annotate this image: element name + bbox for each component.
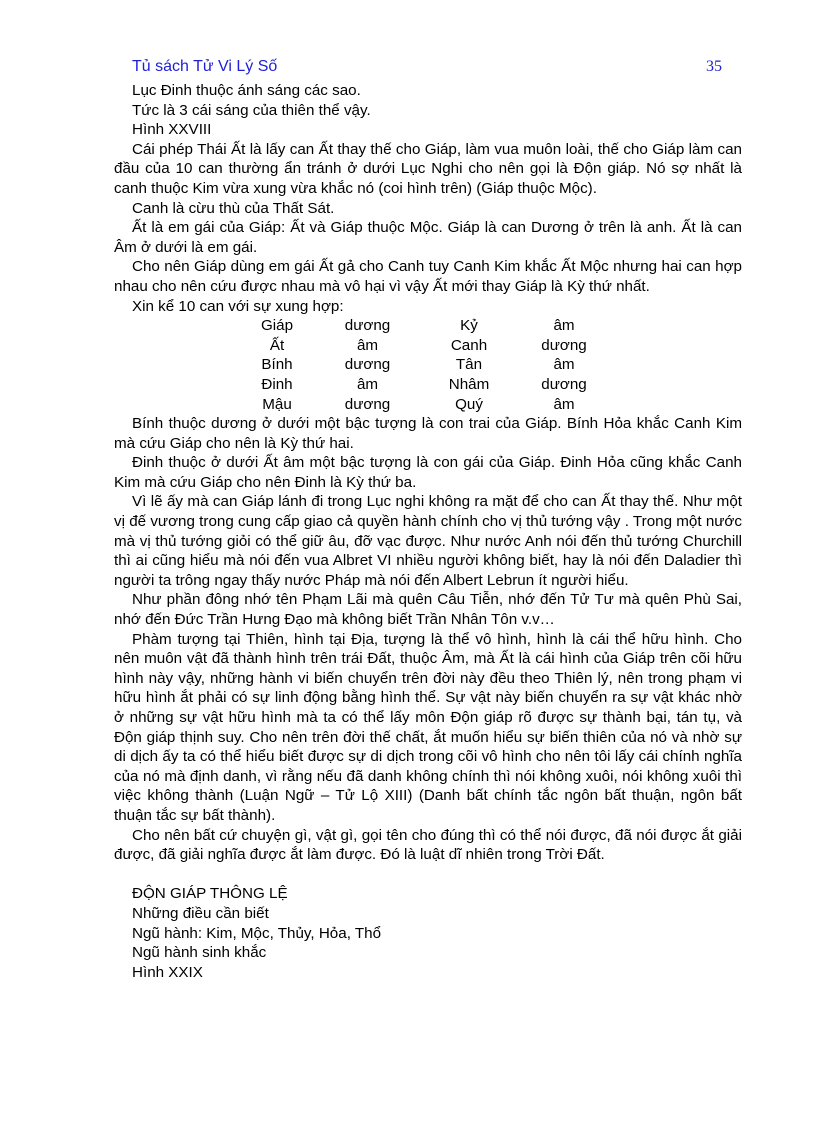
paragraph: Cho nên Giáp dùng em gái Ất gả cho Canh tuy Canh Kim khắc Ất Mộc nhưng hai can hợp nhau cho nên cứu được nhau mà vô hại vì vậy Ất mới thay Giáp là Kỳ thứ nhất. <box>114 258 742 295</box>
table-cell: Kỷ <box>460 317 478 335</box>
paragraph: Như phần đông nhớ tên Phạm Lãi mà quên Câu Tiễn, nhớ đến Tử Tư mà quên Phù Sai, nhớ đến Đức Trần Hưng Đạo mà không biết Trần Nhân Tôn v.v… <box>114 591 742 629</box>
section-line: Ngũ hành: Kim, Mộc, Thủy, Hỏa, Thổ <box>132 924 382 942</box>
table-cell: âm <box>553 356 575 374</box>
table-row <box>238 375 609 395</box>
table-cell: Giáp <box>260 317 294 335</box>
page-number: 35 <box>706 58 722 75</box>
paragraph: Bính thuộc dương ở dưới một bậc tượng là con trai của Giáp. Bính Hỏa khắc Canh Kim mà cứu Giáp cho nên là Kỳ thứ hai. <box>114 415 742 452</box>
paragraph: Canh là cừu thù của Thất Sát. <box>132 199 335 217</box>
table-cell: Mậu <box>262 395 292 413</box>
paragraph: Phàm tượng tại Thiên, hình tại Địa, tượng là thể vô hình, hình là cái thể hữu hình. Cho nên muôn vật đã thành hình trên trái Đất, thuộc Âm, mà Ất là cái hình của Giáp trên cõi hữu hình này vậy, những hành vi biến chuyển trên đời này đều theo Thiên lý, nên trong phạm vi hữu hình ắt phải có sự linh động bằng hình thể. Sự vật này biến chuyển ra sự vật khác nhờ ở những sự vật hữu hình mà ta có thể lấy môn Độn giáp rõ được sự thành bại, tán tụ, và Độn giáp thịnh suy. Cho nên trên đời thế chất, ắt muốn hiểu sự biến thiên của nó và nhờ sự di dịch ấy ta có thể hiểu biết được sự di dịch trong cõi vô hình cho nên tôi lấy cái chính nghĩa của nó mà định danh, vì rằng nếu đã danh không chính thì nói không xuôi, nói không xuôi thì việc không thành (Luận Ngữ – Tử Lộ XIII) (Danh bất chính tắc ngôn bất thuận, ngôn bất thuận tắc sự bất thành). <box>114 630 742 824</box>
page-body <box>114 81 742 982</box>
paragraph: Cái phép Thái Ất là lấy can Ất thay thế cho Giáp, làm vua muôn loài, thế cho Giáp làm can đầu của 10 can thường ẩn tránh ở dưới Lục Nghi cho nên gọi là Độn giáp. Nó sợ nhất là canh thuộc Kim vừa xung vừa khắc nó (coi hình trên) (Giáp thuộc Mộc). <box>114 140 742 197</box>
paragraph: Lục Đinh thuộc ánh sáng các sao. <box>132 82 361 99</box>
table-cell: dương <box>541 336 587 354</box>
table-cell: Canh <box>450 336 488 354</box>
table-row <box>238 355 609 375</box>
table-row <box>238 316 609 336</box>
figure-caption: Hình XXIX <box>132 963 203 981</box>
can-table <box>238 316 609 414</box>
section-line: Những điều cần biết <box>132 904 269 922</box>
table-cell: âm <box>356 375 379 393</box>
table-cell: dương <box>541 375 587 393</box>
table-cell: dương <box>344 356 391 374</box>
table-cell: Nhâm <box>448 375 490 393</box>
paragraph: Tức là 3 cái sáng của thiên thể vậy. <box>132 101 371 119</box>
table-cell: âm <box>553 317 575 335</box>
table-cell: Quý <box>455 395 483 413</box>
table-cell: Đinh <box>261 375 293 393</box>
table-row <box>238 336 609 356</box>
spacer <box>114 865 742 885</box>
figure-caption: Hình XXVIII <box>132 121 212 139</box>
book-title: Tủ sách Tử Vi Lý Số <box>132 58 278 75</box>
table-cell: âm <box>553 395 575 413</box>
table-cell: âm <box>356 336 379 354</box>
table-cell: Bính <box>261 356 293 374</box>
table-cell: Tân <box>455 356 483 374</box>
table-row <box>238 395 609 415</box>
paragraph: Đinh thuộc ở dưới Ất âm một bậc tượng là con gái của Giáp. Đinh Hỏa cũng khắc Canh Kim mà cứu Giáp cho nên Đinh là Kỳ thứ ba. <box>114 454 742 491</box>
paragraph: Cho nên bất cứ chuyện gì, vật gì, gọi tên cho đúng thì có thể nói được, đã nói được ắt giải được, đã giải nghĩa được ắt làm được. Đó là luật dĩ nhiên trong Trời Đất. <box>114 826 742 864</box>
paragraph: Vì lẽ ấy mà can Giáp lánh đi trong Lục nghi không ra mặt để cho can Ất thay thế. Như một vị đế vương trong cung cấp giao cả quyền hành chính cho vị thủ tướng vậy . Trong một nước mà vị thủ tướng giỏi có thể giữ âu, đỡ vạc được. Như nước Anh nói đến thủ tướng Churchill thì ai cũng hiểu mà nói đến vua Albret VI nhiều người không biết, hay là nói đến Daladier thì người ta trông ngay thấy nước Pháp mà nói đến Albert Lebrun ít người hiểu. <box>114 493 742 589</box>
section-line: Ngũ hành sinh khắc <box>132 944 267 962</box>
section-title: ĐỘN GIÁP THÔNG LỆ <box>132 885 288 903</box>
paragraph: Ất là em gái của Giáp: Ất và Giáp thuộc Mộc. Giáp là can Dương ở trên là anh. Ất là can Âm ở dưới là em gái. <box>114 219 742 256</box>
paragraph: Xin kể 10 can với sự xung hợp: <box>132 297 344 315</box>
table-cell: dương <box>344 317 391 335</box>
table-cell: Ất <box>269 336 285 354</box>
table-cell: dương <box>344 395 391 413</box>
